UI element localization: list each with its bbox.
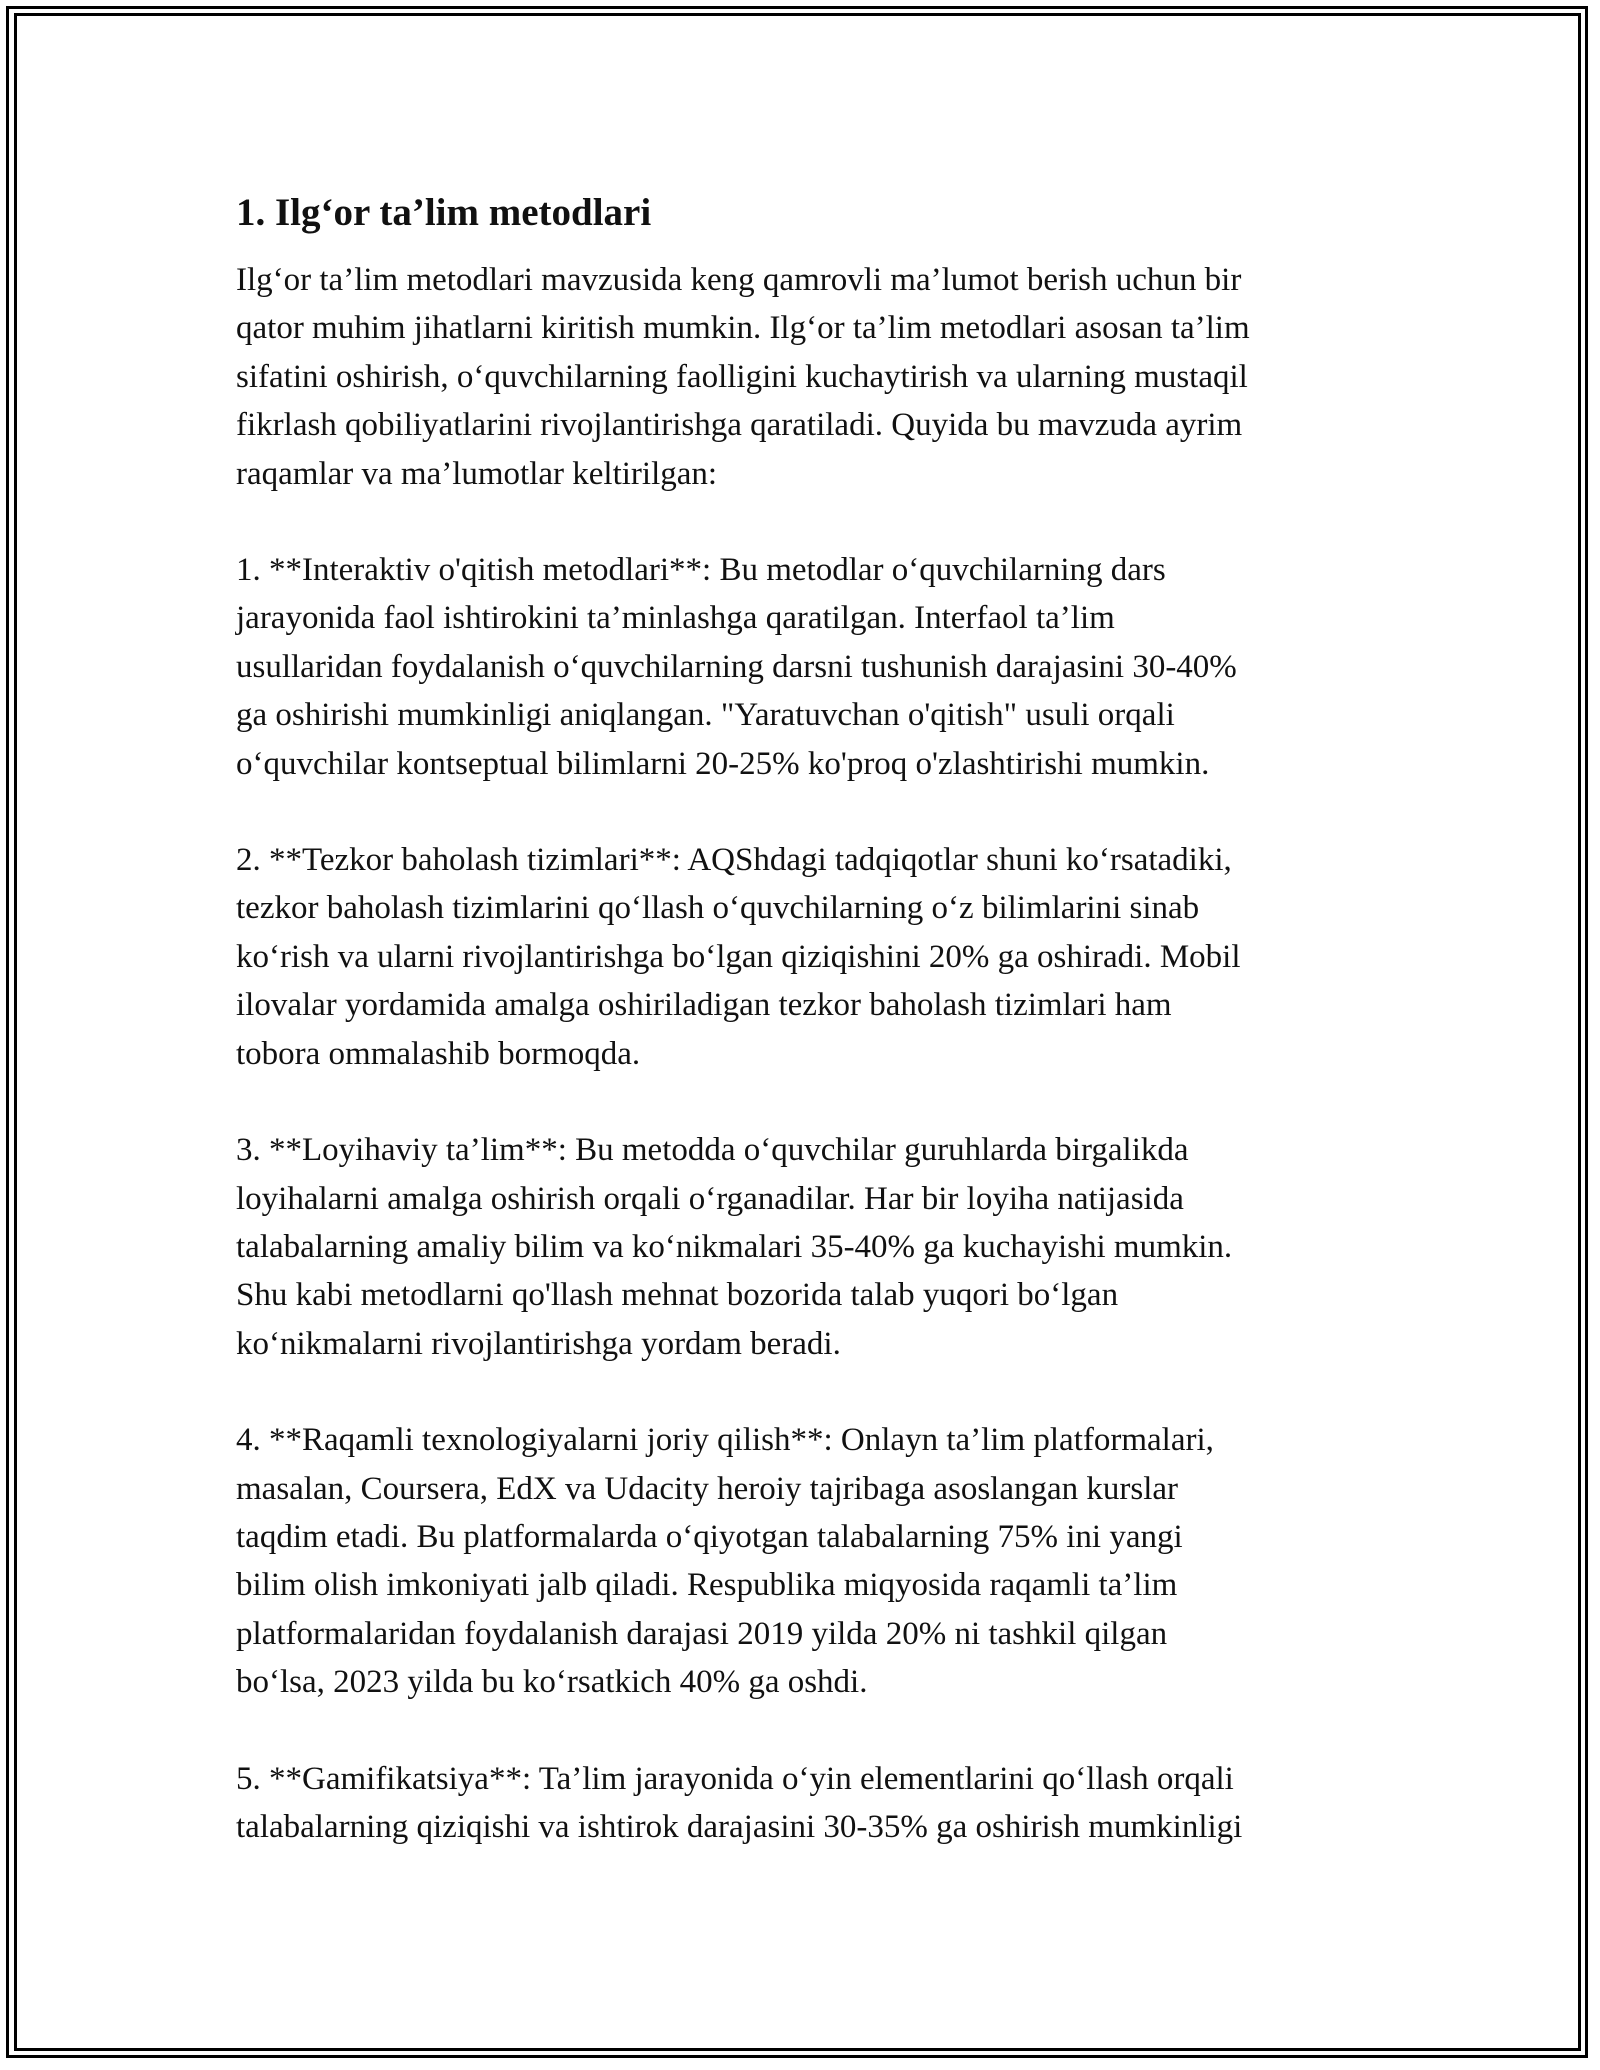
paragraph-line: talabalarning amaliy bilim va ko‘nikmalari 35-40% ga kuchayishi mumkin. <box>236 1228 1233 1265</box>
paragraph-line: talabalarning qiziqishi va ishtirok darajasini 30-35% ga oshirish mumkinligi <box>236 1808 1243 1845</box>
item-2-paragraph <box>236 836 1366 1078</box>
paragraph-line: taqdim etadi. Bu platformalarda o‘qiyotgan talabalarning 75% ini yangi <box>236 1518 1183 1555</box>
paragraph-line: bo‘lsa, 2023 yilda bu ko‘rsatkich 40% ga oshdi. <box>236 1664 868 1701</box>
paragraph-line: 3. **Loyihaviy ta’lim**: Bu metodda o‘quvchilar guruhlarda birgalikda <box>236 1132 1189 1169</box>
item-3-paragraph <box>236 1126 1366 1368</box>
intro-paragraph <box>236 256 1366 498</box>
paragraph-line: ga oshirishi mumkinligi aniqlangan. "Yaratuvchan o'qitish" usuli orqali <box>236 697 1175 734</box>
section-heading: 1. Ilg‘or ta’lim metodlari <box>236 191 652 234</box>
paragraph-line: fikrlash qobiliyatlarini rivojlantirishga qaratiladi. Quyida bu mavzuda ayrim <box>236 407 1243 444</box>
paragraph-line: tezkor baholash tizimlarini qo‘llash o‘quvchilarning o‘z bilimlarini sinab <box>236 890 1200 927</box>
paragraph-line: 5. **Gamifikatsiya**: Ta’lim jarayonida o‘yin elementlarini qo‘llash orqali <box>236 1760 1234 1797</box>
paragraph-line: 1. **Interaktiv o'qitish metodlari**: Bu metodlar o‘quvchilarning dars <box>236 552 1166 589</box>
item-1-paragraph <box>236 546 1366 788</box>
paragraph-line: masalan, Coursera, EdX va Udacity heroiy tajribaga asoslangan kurslar <box>236 1470 1179 1507</box>
paragraph-line: jarayonida faol ishtirokini ta’minlashga qaratilgan. Interfaol ta’lim <box>236 600 1115 637</box>
paragraph-line: o‘quvchilar kontseptual bilimlarni 20-25% ko'proq o'zlashtirishi mumkin. <box>236 745 1210 782</box>
paragraph-line: Ilg‘or ta’lim metodlari mavzusida keng qamrovli ma’lumot berish uchun bir <box>236 262 1242 298</box>
paragraph-line: 4. **Raqamli texnologiyalarni joriy qilish**: Onlayn ta’lim platformalari, <box>236 1422 1214 1459</box>
paragraph-line: platformalaridan foydalanish darajasi 2019 yilda 20% ni tashkil qilgan <box>236 1615 1168 1652</box>
paragraph-line: raqamlar va ma’lumotlar keltirilgan: <box>236 455 718 492</box>
paragraph-line: ilovalar yordamida amalga oshiriladigan tezkor baholash tizimlari ham <box>236 987 1172 1024</box>
paragraph-line: ko‘rish va ularni rivojlantirishga bo‘lgan qiziqishini 20% ga oshiradi. Mobil <box>236 938 1241 975</box>
paragraph-line: 2. **Tezkor baholash tizimlari**: AQShdagi tadqiqotlar shuni ko‘rsatadiki, <box>236 842 1232 879</box>
item-4-paragraph <box>236 1416 1366 1706</box>
document-body <box>236 188 1366 1899</box>
paragraph-line: qator muhim jihatlarni kiritish mumkin. Ilg‘or ta’lim metodlari asosan ta’lim <box>236 310 1250 347</box>
item-5-paragraph <box>236 1755 1366 1852</box>
paragraph-line: ko‘nikmalarni rivojlantirishga yordam beradi. <box>236 1325 841 1362</box>
paragraph-line: bilim olish imkoniyati jalb qiladi. Respublika miqyosida raqamli ta’lim <box>236 1567 1178 1604</box>
paragraph-line: usullaridan foydalanish o‘quvchilarning darsni tushunish darajasini 30-40% <box>236 648 1237 685</box>
paragraph-line: tobora ommalashib bormoqda. <box>236 1035 641 1072</box>
paragraph-line: sifatini oshirish, o‘quvchilarning faolligini kuchaytirish va ularning mustaqil <box>236 358 1248 395</box>
paragraph-line: Shu kabi metodlarni qo'llash mehnat bozorida talab yuqori bo‘lgan <box>236 1277 1119 1314</box>
paragraph-line: loyihalarni amalga oshirish orqali o‘rganadilar. Har bir loyiha natijasida <box>236 1180 1184 1217</box>
